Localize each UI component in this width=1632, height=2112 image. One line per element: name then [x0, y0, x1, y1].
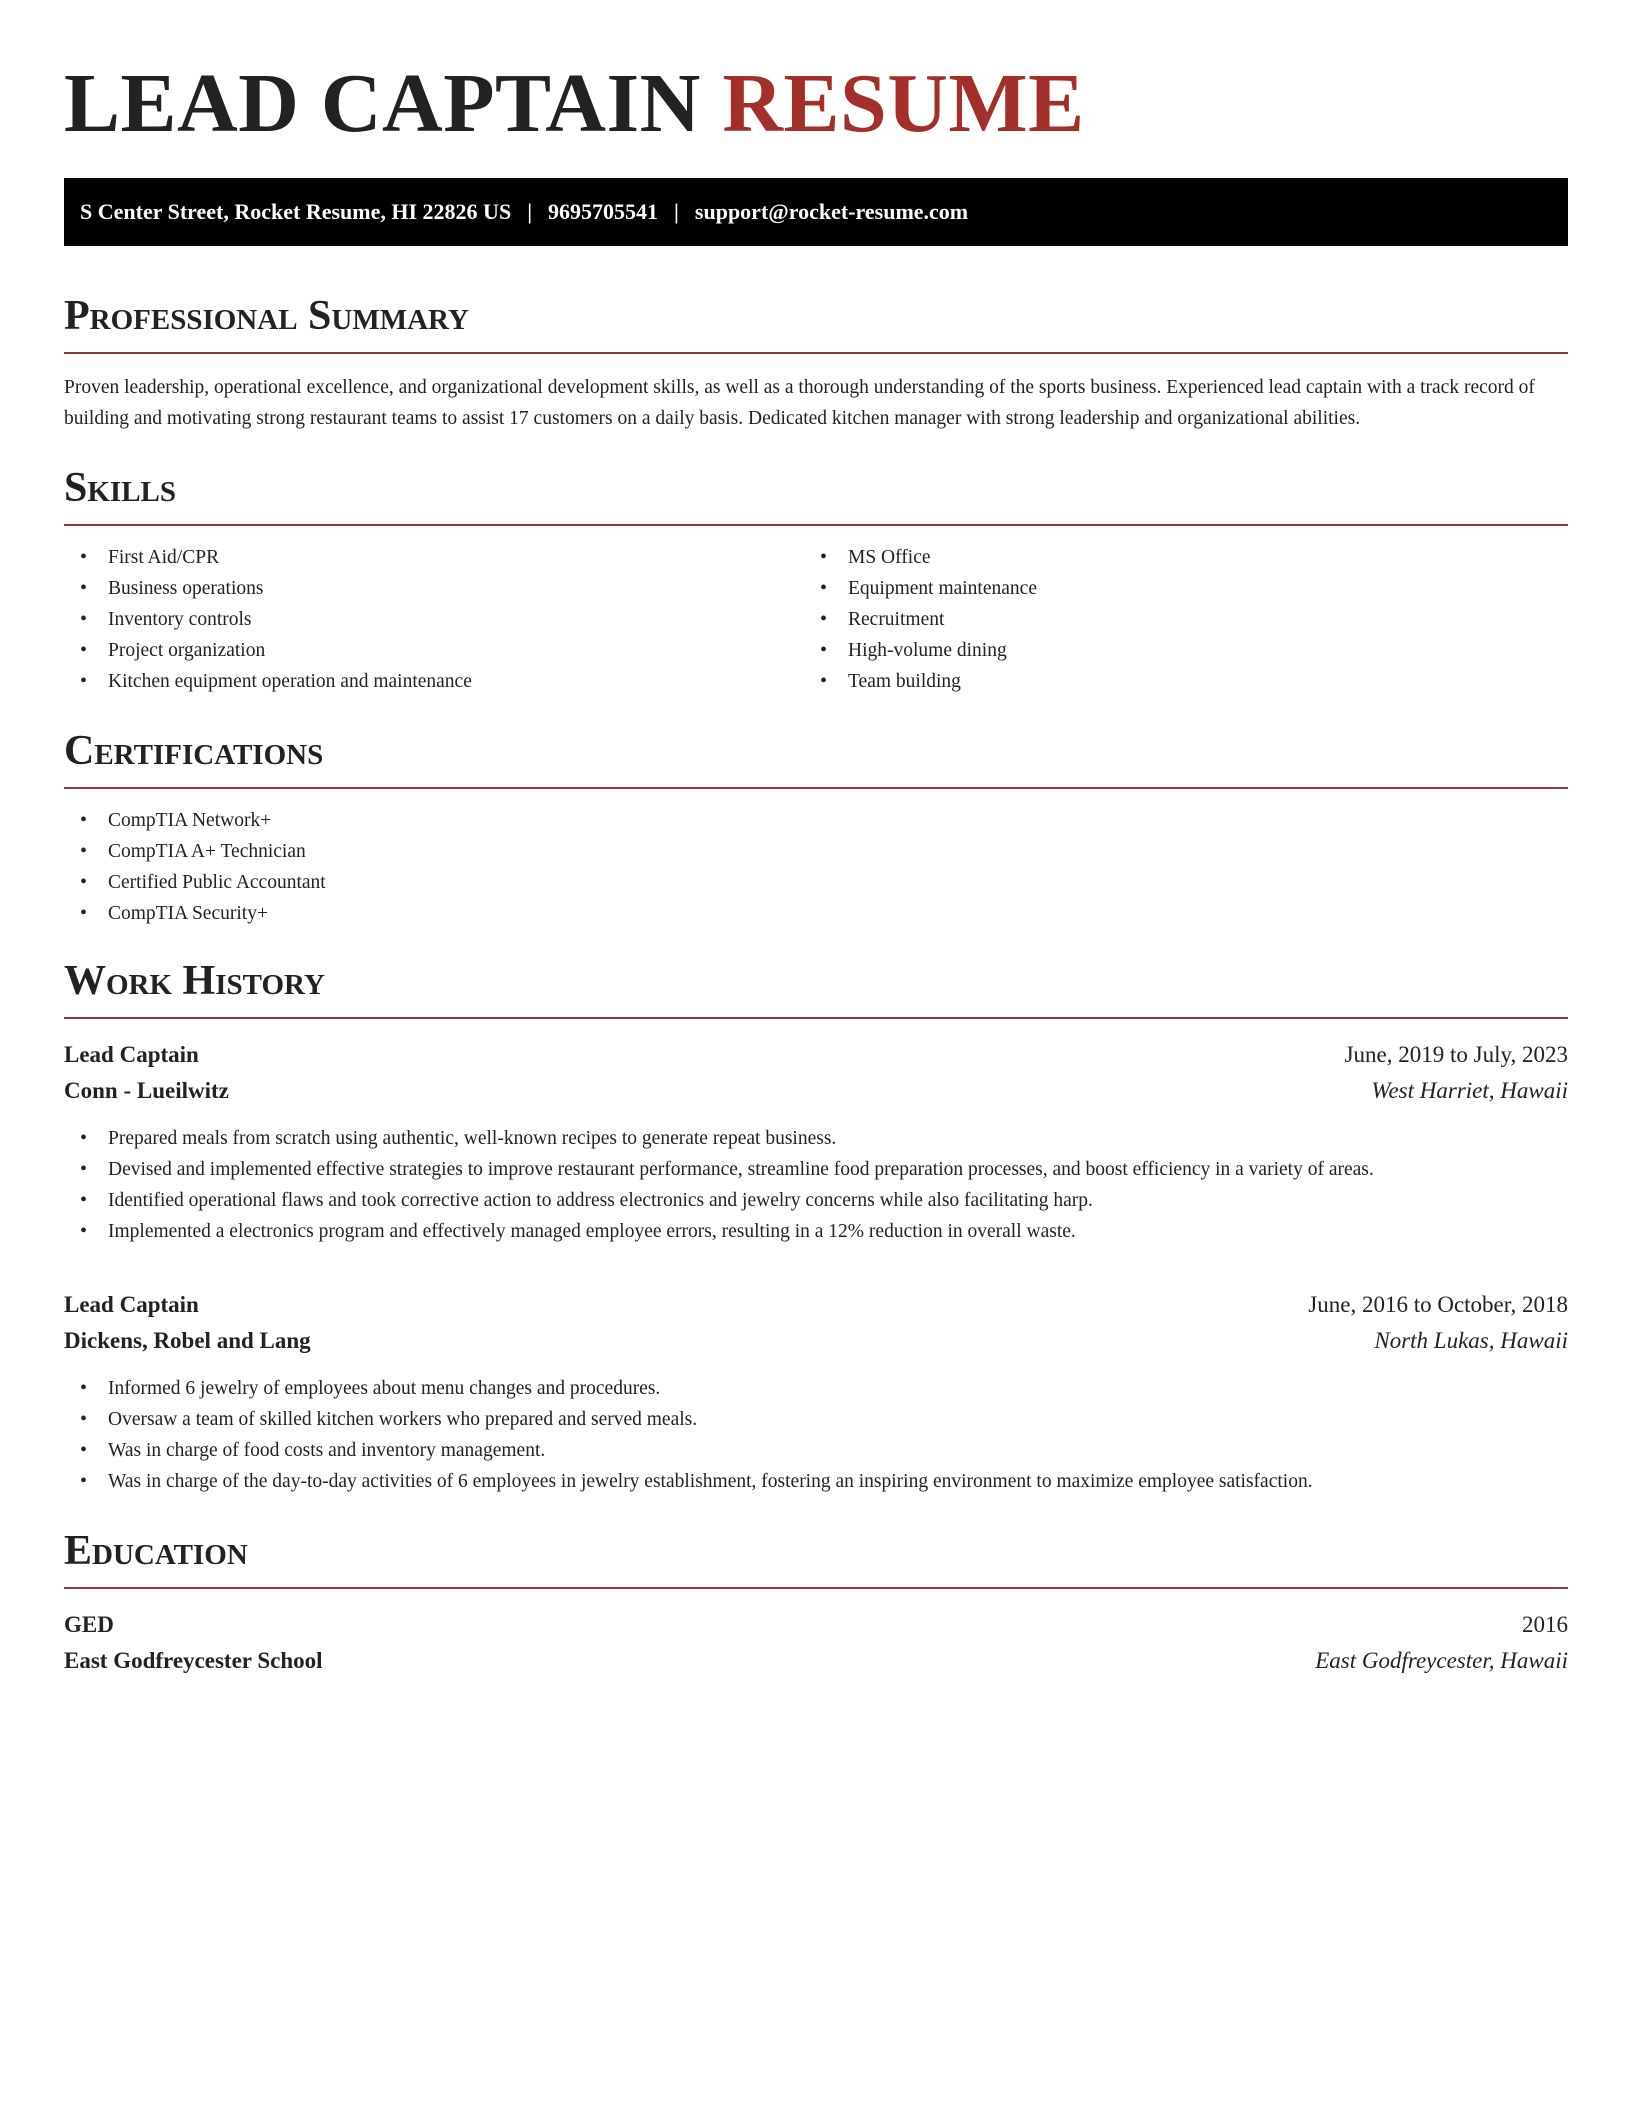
job-duty: • Prepared meals from scratch using authentic, well-known recipes to generate repeat business.	[64, 1123, 1568, 1154]
skill-item: • High-volume dining	[804, 635, 1544, 666]
summary-heading: Professional Summary	[64, 290, 1568, 354]
contact-separator: |	[527, 199, 533, 224]
skill-item: • First Aid/CPR	[64, 542, 804, 573]
resume-title-main: LEAD CAPTAIN	[64, 57, 701, 150]
job-duties-list	[64, 1123, 1568, 1247]
job-duty: • Identified operational flaws and took corrective action to address electronics and jewelry concerns while also facilitating harp.	[64, 1185, 1568, 1216]
skill-item: • Kitchen equipment operation and maintenance	[64, 666, 804, 697]
education-school-row	[64, 1643, 1568, 1679]
certification-item: • CompTIA Security+	[64, 898, 1568, 929]
education-header-row	[64, 1607, 1568, 1643]
skill-item: • Business operations	[64, 573, 804, 604]
job-duty: • Was in charge of the day-to-day activities of 6 employees in jewelry establishment, fostering an inspiring environment to maximize employee satisfaction.	[64, 1466, 1568, 1497]
skills-heading: Skills	[64, 462, 1568, 526]
summary-text: Proven leadership, operational excellence, and organizational development skills, as well as a thorough understanding of the sports business. Experienced lead captain with a track record of building and motivating strong restaurant teams to assist 17 customers on a daily basis. Dedicated kitchen manager with strong leadership and organizational abilities.	[64, 377, 1535, 429]
job-duty: • Informed 6 jewelry of employees about menu changes and procedures.	[64, 1373, 1568, 1404]
certification-item: • CompTIA Network+	[64, 805, 1568, 836]
skill-item: • MS Office	[804, 542, 1544, 573]
education-year: 2016	[1522, 1612, 1568, 1637]
skill-item: • Inventory controls	[64, 604, 804, 635]
job-entry	[64, 1287, 1568, 1497]
skill-item: • Recruitment	[804, 604, 1544, 635]
job-dates: June, 2019 to July, 2023	[1344, 1042, 1568, 1067]
job-location: North Lukas, Hawaii	[1374, 1328, 1568, 1353]
skills-list-left	[64, 542, 804, 697]
skills-list-right	[804, 542, 1544, 697]
job-company-row	[64, 1323, 1568, 1359]
contact-bar	[64, 178, 1568, 246]
job-header-row	[64, 1287, 1568, 1323]
contact-address: S Center Street, Rocket Resume, HI 22826 US	[80, 199, 512, 224]
skills-grid	[64, 542, 1568, 697]
job-company: Conn - Lueilwitz	[64, 1078, 229, 1103]
skill-item: • Equipment maintenance	[804, 573, 1544, 604]
education-entry	[64, 1607, 1568, 1679]
contact-phone: 9695705541	[548, 199, 659, 224]
certifications-list	[64, 805, 1568, 929]
education-heading: Education	[64, 1525, 1568, 1589]
job-role: Lead Captain	[64, 1042, 199, 1067]
contact-separator: |	[674, 199, 679, 224]
job-duty: • Devised and implemented effective strategies to improve restaurant performance, streamline food preparation processes, and boost efficiency in a variety of areas.	[64, 1154, 1568, 1185]
job-duty: • Oversaw a team of skilled kitchen workers who prepared and served meals.	[64, 1404, 1568, 1435]
job-company: Dickens, Robel and Lang	[64, 1328, 311, 1353]
skill-item: • Project organization	[64, 635, 804, 666]
job-location: West Harriet, Hawaii	[1371, 1078, 1568, 1103]
resume-title-accent: RESUME	[722, 57, 1085, 150]
certifications-heading: Certifications	[64, 725, 1568, 789]
certification-item: • CompTIA A+ Technician	[64, 836, 1568, 867]
job-header-row	[64, 1037, 1568, 1073]
contact-email: support@rocket-resume.com	[694, 199, 969, 224]
certification-item: • Certified Public Accountant	[64, 867, 1568, 898]
job-role: Lead Captain	[64, 1292, 199, 1317]
resume-page	[64, 0, 1568, 1679]
education-location: East Godfreycester, Hawaii	[1315, 1648, 1568, 1673]
education-school: East Godfreycester School	[64, 1648, 323, 1673]
job-dates: June, 2016 to October, 2018	[1308, 1292, 1568, 1317]
job-duty: • Implemented a electronics program and effectively managed employee errors, resulting in a 12% reduction in overall waste.	[64, 1216, 1568, 1247]
education-degree: GED	[64, 1612, 114, 1637]
job-entry	[64, 1037, 1568, 1247]
resume-title	[64, 56, 1568, 152]
skill-item: • Team building	[804, 666, 1544, 697]
work-history-heading: Work History	[64, 955, 1568, 1019]
job-company-row	[64, 1073, 1568, 1109]
job-duties-list	[64, 1373, 1568, 1497]
job-duty: • Was in charge of food costs and inventory management.	[64, 1435, 1568, 1466]
